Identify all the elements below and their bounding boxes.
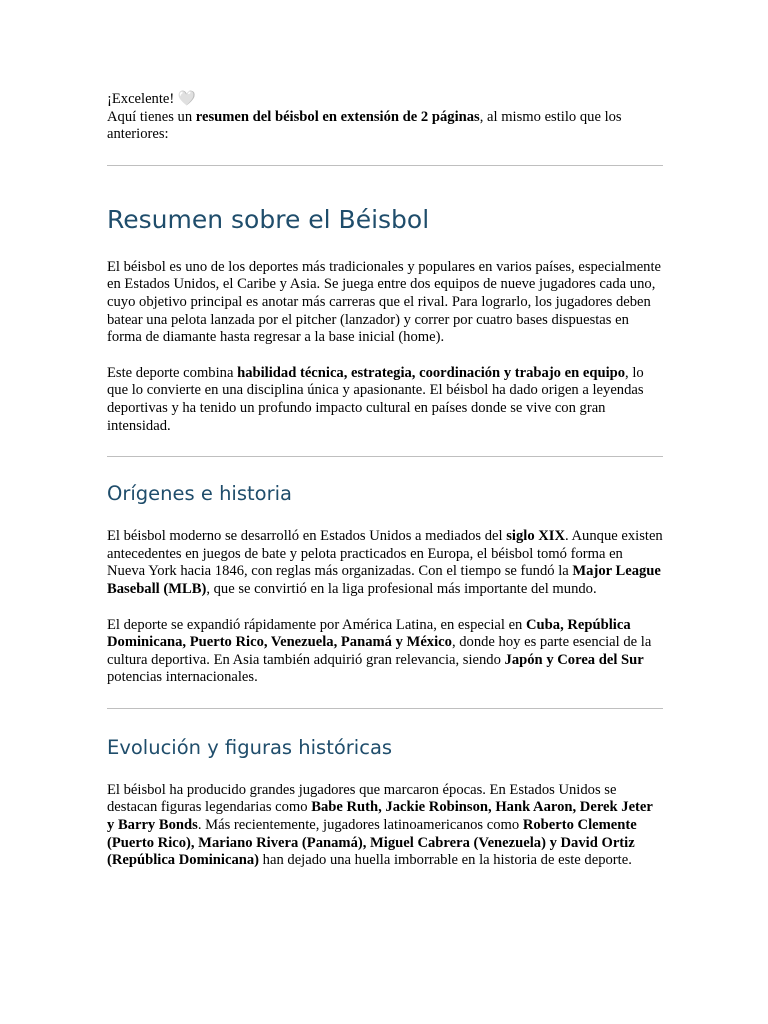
heading-evolution: Evolución y figuras históricas bbox=[107, 735, 393, 759]
bold-text: siglo XIX bbox=[506, 528, 566, 545]
document-content bbox=[107, 91, 663, 870]
paragraph-combina bbox=[107, 365, 663, 435]
intro-text: Aquí tienes un bbox=[107, 108, 196, 125]
paragraph-expansion bbox=[107, 617, 663, 687]
text: , que se convirtió en la liga profesional más importante del mundo. bbox=[206, 580, 597, 597]
text: han dejado una huella imborrable en la historia de este deporte. bbox=[259, 852, 632, 869]
heading-origins: Orígenes e historia bbox=[107, 482, 292, 506]
intro-line-1: ¡Excelente! 🤍 bbox=[107, 91, 197, 107]
text: . Aunque existen antecedentes en juegos de bate y pelota practicados en Europa, el béisbol tomó forma en Nueva York hacia 1846, con reglas más organizadas. Con el tiempo se fundó la bbox=[107, 528, 663, 580]
bold-text: Babe Ruth, Jackie Robinson, Hank Aaron, Derek Jeter y Barry Bonds bbox=[107, 799, 653, 834]
text: potencias internacionales. bbox=[107, 669, 258, 686]
intro-bold: resumen del béisbol en extensión de 2 páginas bbox=[195, 108, 480, 125]
text: El deporte se expandió rápidamente por América Latina, en especial en bbox=[107, 616, 526, 633]
text: El béisbol moderno se desarrolló en Estados Unidos a mediados del bbox=[107, 528, 507, 545]
text: , donde hoy es parte esencial de la cultura deportiva. En Asia también adquirió gran relevancia, siendo bbox=[107, 634, 652, 668]
text: Este deporte combina bbox=[107, 364, 238, 381]
intro-line-2 bbox=[107, 109, 663, 144]
bold-text: Major League Baseball (MLB) bbox=[107, 563, 661, 597]
text: El béisbol ha producido grandes jugadores que marcaron épocas. En Estados Unidos se destacan figuras legendarias como bbox=[107, 781, 617, 816]
bold-text: Cuba, República Dominicana, Puerto Rico, Venezuela, Panamá y México bbox=[107, 616, 631, 651]
paragraph-evolution bbox=[107, 782, 663, 870]
bold-text: Japón y Corea del Sur bbox=[504, 651, 644, 668]
paragraph-intro: El béisbol es uno de los deportes más tradicionales y populares en varios países, especialmente en Estados Unidos, el Caribe y Asia. Se juega entre dos equipos de nueve jugadores cada uno, cuyo objetivo principal es anotar más carreras que el rival. Para lograrlo, los jugadores deben batear una pelota lanzada por el pitcher (lanzador) y correr por cuatro bases dispuestas en forma de diamante hasta regresar a la base inicial (home). bbox=[107, 258, 661, 346]
bold-text: habilidad técnica, estrategia, coordinación y trabajo en equipo bbox=[237, 364, 626, 381]
paragraph-origins bbox=[107, 528, 663, 598]
intro-text-end: , al mismo estilo que los anteriores: bbox=[107, 108, 622, 143]
page-title: Resumen sobre el Béisbol bbox=[107, 204, 430, 234]
text: , lo que lo convierte en una disciplina única y apasionante. El béisbol ha dado origen a leyendas deportivas y ha tenido un profundo impacto cultural en países donde se vive con gran intensidad. bbox=[107, 364, 644, 434]
bold-text: Roberto Clemente (Puerto Rico), Mariano Rivera (Panamá), Miguel Cabrera (Venezuela) y David Ortiz (República Dominicana) bbox=[107, 817, 637, 869]
text: . Más recientemente, jugadores latinoamericanos como bbox=[197, 817, 523, 834]
